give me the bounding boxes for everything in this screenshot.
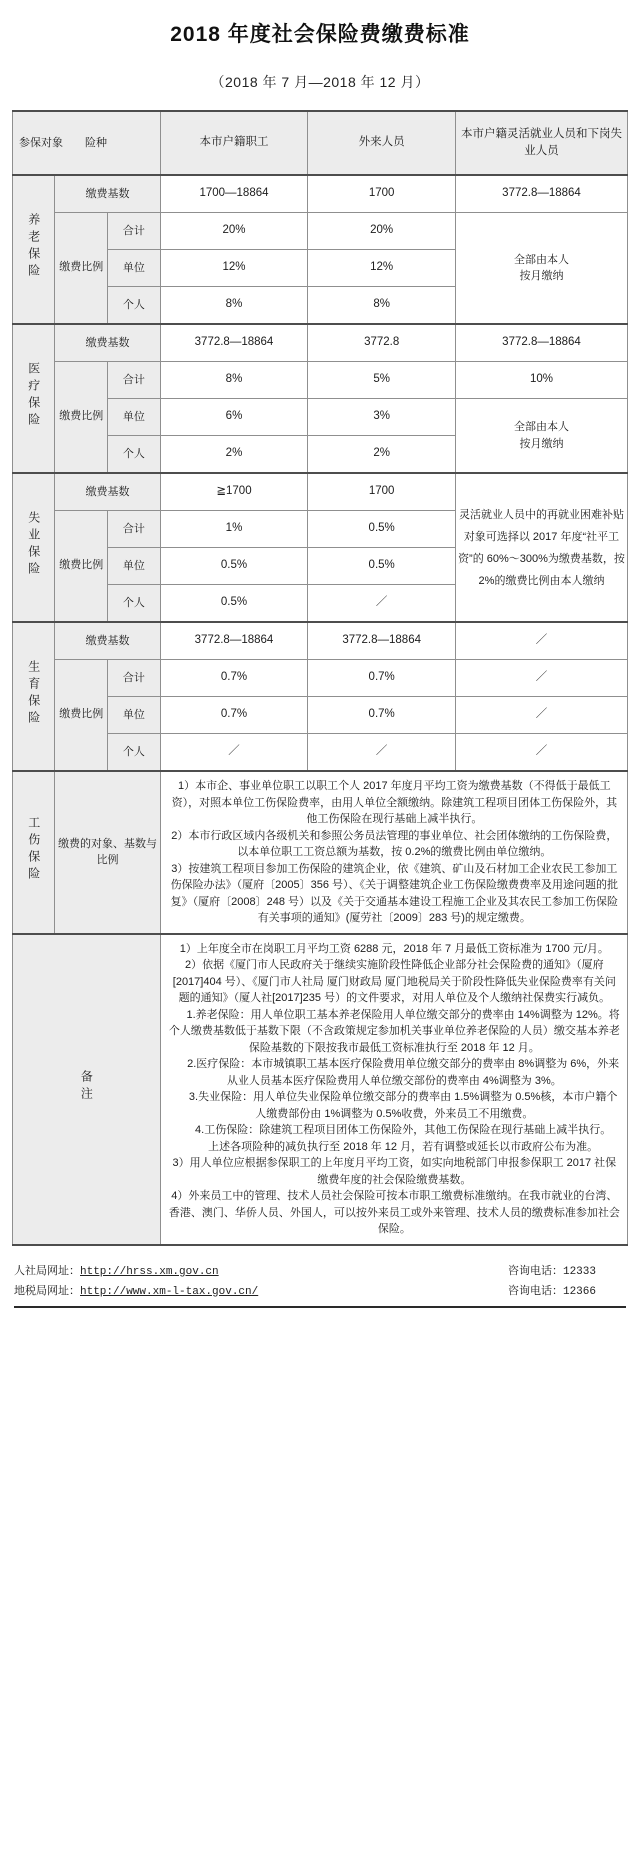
maternity-total-migrant: 0.7% <box>308 660 456 697</box>
pension-flexible-note-line2: 按月缴纳 <box>519 270 564 282</box>
maternity-total-label: 合计 <box>108 660 161 697</box>
medical-flexible-note-line1: 全部由本人 <box>514 421 569 433</box>
medical-total-migrant: 5% <box>308 362 456 399</box>
maternity-base-label: 缴费基数 <box>55 622 160 660</box>
unemployment-unit-label: 单位 <box>108 548 161 585</box>
workinjury-paragraph-1: 1）本市企、事业单位职工以职工个人 2017 年度月平均工资为缴费基数（不得低于最低工资），对照本单位工伤保险费率，由用人单位全额缴纳。除建筑工程项目团体工伤保险外，其他工伤保险在现行基础上减半执行。 <box>171 780 618 825</box>
medical-flexible-note <box>456 399 628 474</box>
table-row <box>13 660 628 697</box>
pension-unit-label: 单位 <box>108 250 161 287</box>
footer-row-hrss <box>14 1260 626 1280</box>
medical-ratio-label: 缴费比例 <box>55 362 108 474</box>
table-row <box>13 934 628 1245</box>
header-insurance-type-label: 险种 <box>85 136 107 149</box>
footer-row-tax <box>14 1280 626 1300</box>
medical-unit-label: 单位 <box>108 399 161 436</box>
unemployment-individual-local: 0.5% <box>160 585 308 623</box>
medical-base-migrant: 3772.8 <box>308 324 456 362</box>
footer-hrss-url[interactable]: http://hrss.xm.gov.cn <box>80 1265 219 1278</box>
table-row <box>13 175 628 213</box>
table-row <box>13 771 628 934</box>
workinjury-paragraph-3: 3）按建筑工程项目参加工伤保险的建筑企业，依《建筑、矿山及石材加工企业农民工参加工伤保险办法》（厦府〔2005〕356 号）、《关于调整建筑企业工伤保险缴费费率及用途问题的批复》（厦府〔2008〕248 号）以及《关于交通基本建设工程施工企业及其农民工参加工伤保险有关事项的通知》(厦劳社〔2009〕283 号)的规定缴费。 <box>170 862 619 924</box>
page-footer <box>0 1246 640 1300</box>
maternity-individual-flexible: ／ <box>456 734 628 772</box>
footer-hrss-website <box>14 1262 219 1278</box>
unemployment-total-migrant: 0.5% <box>308 511 456 548</box>
pension-base-label: 缴费基数 <box>55 175 160 213</box>
unemployment-base-label: 缴费基数 <box>55 473 160 511</box>
footer-tax-phone <box>508 1282 626 1298</box>
footer-tax-url[interactable]: http://www.xm-l-tax.gov.cn/ <box>80 1285 259 1298</box>
remark-paragraph-7: 上述各项险种的减负执行至 2018 年 12 月，若有调整或延长以市政府公布为准。 <box>208 1140 599 1153</box>
footer-tax-phone-number: 12366 <box>562 1285 596 1298</box>
maternity-unit-flexible: ／ <box>456 697 628 734</box>
section-pension-label: 养老保险 <box>13 175 55 324</box>
maternity-base-local: 3772.8—18864 <box>160 622 308 660</box>
maternity-total-local: 0.7% <box>160 660 308 697</box>
pension-total-label: 合计 <box>108 213 161 250</box>
pension-unit-local: 12% <box>160 250 308 287</box>
pension-total-local: 20% <box>160 213 308 250</box>
unemployment-ratio-label: 缴费比例 <box>55 511 108 623</box>
medical-base-flexible: 3772.8—18864 <box>456 324 628 362</box>
pension-flexible-note-line1: 全部由本人 <box>514 253 569 266</box>
footer-tax-website <box>14 1282 258 1298</box>
medical-flexible-note-line2: 按月缴纳 <box>519 437 564 450</box>
medical-base-local: 3772.8—18864 <box>160 324 308 362</box>
medical-individual-migrant: 2% <box>308 436 456 474</box>
remark-paragraph-8: 3）用人单位应根据参保职工的上年度月平均工资，如实向地税部门申报参保职工 2017 社保缴费年度的社会保险缴费基数。 <box>172 1157 617 1186</box>
footer-tax-phone-label: 咨询电话： <box>507 1285 563 1298</box>
remark-paragraph-9: 4）外来员工中的管理、技术人员社会保险可按本市职工缴费标准缴纳。在我市就业的台湾、香港、澳门、华侨人员、外国人，可以按外来员工或外来管理、技术人员的缴费标准参加社会保险。 <box>168 1190 620 1235</box>
maternity-base-flexible: ／ <box>456 622 628 660</box>
footer-hrss-phone-number: 12333 <box>562 1265 596 1278</box>
maternity-individual-migrant: ／ <box>308 734 456 772</box>
table-header-row <box>13 111 628 175</box>
pension-individual-label: 个人 <box>108 287 161 325</box>
section-medical-label: 医疗保险 <box>13 324 55 473</box>
unemployment-individual-label: 个人 <box>108 585 161 623</box>
maternity-individual-label: 个人 <box>108 734 161 772</box>
section-unemployment-label: 失业保险 <box>13 473 55 622</box>
workinjury-paragraphs <box>160 771 627 934</box>
footer-divider <box>14 1306 626 1308</box>
medical-unit-local: 6% <box>160 399 308 436</box>
maternity-unit-migrant: 0.7% <box>308 697 456 734</box>
section-remark-label: 备注 <box>13 934 161 1245</box>
medical-base-label: 缴费基数 <box>55 324 160 362</box>
remark-paragraph-3: 1.养老保险：用人单位职工基本养老保险用人单位缴交部分的费率由 14%调整为 12%。将个人缴费基数低于基数下限（不含政策规定参加机关事业单位养老保险的人员）缴交基本养老保险基数的下限按我市最低工资标准执行至 2018 年 12 月。 <box>168 1008 620 1054</box>
footer-tax-label: 地税局网址： <box>14 1285 80 1298</box>
maternity-total-flexible: ／ <box>456 660 628 697</box>
remark-paragraph-4: 2.医疗保险：本市城镇职工基本医疗保险费用单位缴交部分的费率由 8%调整为 6%，外来从业人员基本医疗保险费用人单位缴交部份的费率由 4%调整为 3%。 <box>187 1058 620 1087</box>
remark-paragraph-5: 3.失业保险：用人单位失业保险单位缴交部分的费率由 1.5%调整为 0.5%核，本市户籍个人缴费部份由 1%调整为 0.5%收费，外来员工不用缴费。 <box>188 1091 618 1120</box>
pension-total-migrant: 20% <box>308 213 456 250</box>
header-local-employee: 本市户籍职工 <box>160 111 308 175</box>
pension-base-local: 1700—18864 <box>160 175 308 213</box>
medical-total-flexible: 10% <box>456 362 628 399</box>
maternity-individual-local: ／ <box>160 734 308 772</box>
medical-unit-migrant: 3% <box>308 399 456 436</box>
header-migrant-worker: 外来人员 <box>308 111 456 175</box>
pension-ratio-label: 缴费比例 <box>55 213 108 325</box>
table-row <box>13 213 628 250</box>
remark-paragraph-2: 2）依据《厦门市人民政府关于继续实施阶段性降低企业部分社会保险费的通知》（厦府[2017]404 号）、《厦门市人社局 厦门财政局 厦门地税局关于阶段性降低失业保险费率有关问题的通知》（厦人社[2017]235 号）的文件要求，对用人单位及个人缴纳社保费实行减负。 <box>172 959 616 1004</box>
social-insurance-rate-table <box>12 110 628 1246</box>
table-row <box>13 622 628 660</box>
maternity-unit-label: 单位 <box>108 697 161 734</box>
section-workinjury-label: 工伤保险 <box>13 771 55 934</box>
pension-base-migrant: 1700 <box>308 175 456 213</box>
medical-total-local: 8% <box>160 362 308 399</box>
unemployment-unit-migrant: 0.5% <box>308 548 456 585</box>
unemployment-unit-local: 0.5% <box>160 548 308 585</box>
header-flexible-employment: 本市户籍灵活就业人员和下岗失业人员 <box>456 111 628 175</box>
footer-hrss-label: 人社局网址： <box>14 1265 80 1278</box>
unemployment-total-local: 1% <box>160 511 308 548</box>
rate-table-wrapper <box>0 110 640 1246</box>
unemployment-individual-migrant: ／ <box>308 585 456 623</box>
medical-individual-local: 2% <box>160 436 308 474</box>
page-title: 2018 年度社会保险费缴费标准 <box>170 23 470 46</box>
unemployment-total-label: 合计 <box>108 511 161 548</box>
pension-individual-local: 8% <box>160 287 308 325</box>
remark-paragraph-1: 1）上年度全市在岗职工月平均工资 6288 元，2018 年 7 月最低工资标准为 1700 元/月。 <box>179 942 609 955</box>
footer-hrss-phone <box>508 1262 626 1278</box>
medical-individual-label: 个人 <box>108 436 161 474</box>
footer-hrss-phone-label: 咨询电话： <box>507 1265 563 1278</box>
section-maternity-label: 生育保险 <box>13 622 55 771</box>
unemployment-base-migrant: 1700 <box>308 473 456 511</box>
medical-total-label: 合计 <box>108 362 161 399</box>
pension-unit-migrant: 12% <box>308 250 456 287</box>
pension-individual-migrant: 8% <box>308 287 456 325</box>
remark-paragraphs <box>160 934 627 1245</box>
unemployment-base-local: ≧1700 <box>160 473 308 511</box>
table-row <box>13 324 628 362</box>
header-insured-object-label: 参保对象 <box>19 136 63 149</box>
workinjury-ratio-label: 缴费的对象、基数与比例 <box>55 771 160 934</box>
remark-paragraph-6: 4.工伤保险：除建筑工程项目团体工伤保险外，其他工伤保险在现行基础上减半执行。 <box>195 1124 612 1136</box>
table-row <box>13 473 628 511</box>
maternity-unit-local: 0.7% <box>160 697 308 734</box>
header-insured-object-and-type <box>13 111 161 175</box>
workinjury-paragraph-2: 2）本市行政区域内各级机关和参照公务员法管理的事业单位、社会团体缴纳的工伤保险费，以本单位职工工资总额为基数，按 0.2%的缴费比例由单位缴纳。 <box>171 829 618 858</box>
pension-flexible-note <box>456 213 628 325</box>
maternity-ratio-label: 缴费比例 <box>55 660 108 772</box>
unemployment-flexible-note: 灵活就业人员中的再就业困难补贴对象可选择以 2017 年度“社平工资”的 60%～300%为缴费基数，按 2%的缴费比例由本人缴纳 <box>456 473 628 622</box>
page-subtitle: （2018 年 7 月—2018 年 12 月） <box>210 74 430 90</box>
table-row <box>13 362 628 399</box>
maternity-base-migrant: 3772.8—18864 <box>308 622 456 660</box>
pension-base-flexible: 3772.8—18864 <box>456 175 628 213</box>
